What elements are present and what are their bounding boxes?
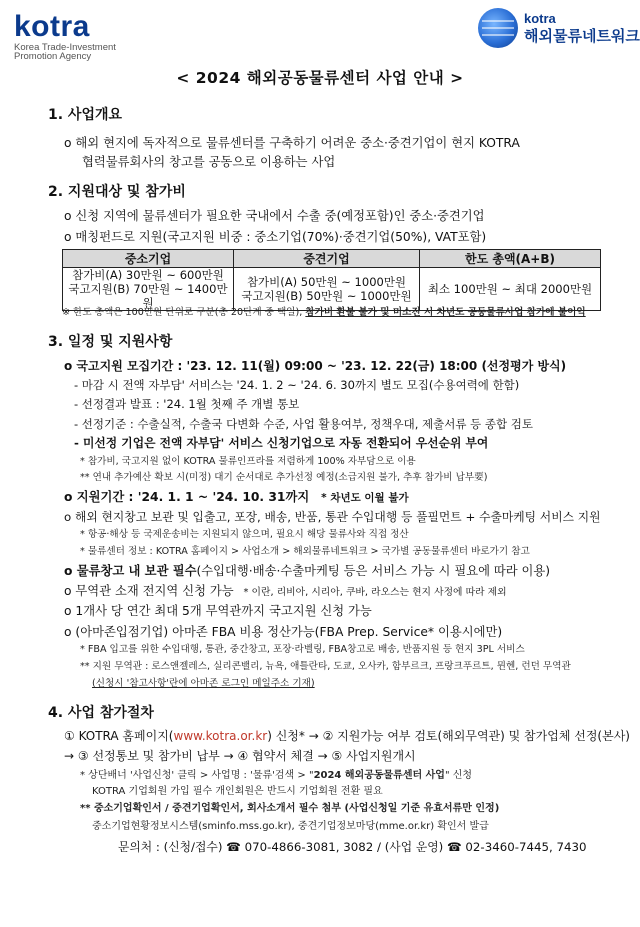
sec3-line-13 (64, 583, 507, 601)
sec3-line-4: - 선정기준 : 수출실적, 수출국 다변화 수준, 사업 활용여부, 정책우대, 제출서류 등 종합 검토 (74, 417, 533, 431)
sec4-line-2: → ③ 선정통보 및 참가비 납부 → ④ 협약서 체결 → ⑤ 사업지원개시 (64, 749, 416, 763)
sec4-line-1 (64, 728, 630, 744)
sec2-line-2: o 매칭펀드로 지원(국고지원 비중 : 중소기업(70%)·중견기업(50%), VAT포함) (64, 230, 487, 244)
sec1-line-1: o 해외 현지에 독자적으로 물류센터를 구축하기 어려운 중소·중견기업이 현지 KOTRA (64, 136, 520, 150)
fee-cell-midsize (234, 268, 420, 311)
sec3-line-8 (64, 489, 409, 506)
kotra-logo-sub-1: Korea Trade-Investment (14, 42, 116, 53)
fee-table-header: 중견기업 (234, 250, 420, 268)
sec4-line-5: ** 중소기업확인서 / 중견기업확인서, 회사소개서 필수 첨부 (사업신청일 기준 유효서류만 인정) (80, 803, 500, 814)
fee-table-header-row (63, 250, 601, 268)
sec3-line-12 (64, 563, 550, 579)
fee-cell-line: 국고지원(B) 50만원 ~ 1000만원 (241, 289, 412, 303)
fee-cell-sme (63, 268, 234, 311)
sec3-line-1: o 국고지원 모집기간 : '23. 12. 11(월) 09:00 ~ '23. 12. 22(금) 18:00 (선정평가 방식) (64, 359, 567, 373)
sec3-line-10: * 항공·해상 등 국제운송비는 지원되지 않으며, 필요시 해당 물류사와 직접 정산 (80, 529, 409, 540)
logistics-network-logo (478, 8, 640, 50)
excluded-countries: * 이란, 리비아, 시리아, 쿠바, 라오스는 현지 사정에 따라 제외 (243, 587, 507, 598)
sec3-line-7: ** 연내 추가예산 확보 시(미정) 대기 순서대로 추가선정 예정(소급지원 불가, 추후 참가비 납부要) (80, 472, 488, 483)
sec3-line-16: * FBA 입고를 위한 수입대행, 통관, 중간창고, 포장·라벨링, FBA창고로 배송, 반품지원 등 현지 3PL 서비스 (80, 644, 525, 655)
logistics-logo-top: kotra (524, 11, 556, 26)
sec3-line-3: - 선정결과 발표 : '24. 1월 첫째 주 개별 통보 (74, 397, 300, 411)
kotra-logo (14, 10, 116, 62)
fee-cell-line: 참가비(A) 30만원 ~ 600만원 (72, 268, 224, 282)
sec2-line-1: o 신청 지역에 물류센터가 필요한 국내에서 수출 중(예정포함)인 중소·중견기업 (64, 209, 485, 223)
contact-line: 문의처 : (신청/접수) ☎ 070-4866-3081, 3082 / (사업 운영) ☎ 02-3460-7445, 7430 (118, 840, 587, 854)
sec3-line-11: * 물류센터 정보 : KOTRA 홈페이지 > 사업소개 > 해외물류네트워크 > 국가별 공동물류센터 바로가기 참고 (80, 546, 530, 557)
fee-cell-line: 참가비(A) 50만원 ~ 1000만원 (246, 275, 407, 289)
sec3-line-17: ** 지원 무역관 : 로스앤젤레스, 실리콘밸리, 뉴욕, 애틀란타, 도쿄, 오사카, 함부르크, 프랑크푸르트, 뮌헨, 런던 무역관 (80, 661, 571, 672)
sec1-line-2: 협력물류회사의 창고를 공동으로 이용하는 사업 (82, 155, 336, 169)
support-period: o 지원기간 : '24. 1. 1 ~ '24. 10. 31까지 (64, 490, 310, 504)
sec3-line-15: o (아마존입점기업) 아마존 FBA 비용 정산가능(FBA Prep. Service* 이용시에만) (64, 625, 503, 639)
section-1-heading: 1. 사업개요 (48, 107, 123, 123)
storage-required-detail: (수입대행·배송·수출마케팅 등은 서비스 가능 시 필요에 따라 이용) (196, 564, 551, 578)
program-name: 2024 해외공동물류센터 사업 (313, 770, 445, 781)
sec3-line-2: - 마감 시 전액 자부담' 서비스는 '24. 1. 2 ~ '24. 6. 30까지 별도 모집(수용여력에 한함) (74, 378, 520, 392)
sec3-line-6: * 참가비, 국고지원 없이 KOTRA 물류인프라를 저렴하게 100% 자부담으로 이용 (80, 456, 416, 467)
fee-cell-line: 국고지원(B) 70만원 ~ 1400만원 (68, 282, 228, 310)
fee-table-header: 중소기업 (63, 250, 234, 268)
kotra-logo-sub-2: Promotion Agency (14, 51, 92, 62)
kotra-website-link[interactable]: www.kotra.or.kr (173, 729, 268, 743)
logistics-logo-bottom: 해외물류네트워크 (524, 27, 640, 45)
sec4-line-3 (80, 769, 472, 782)
apply-suffix: " 신청 (444, 770, 473, 781)
all-regions: o 무역관 소재 전지역 신청 가능 (64, 584, 234, 598)
sec3-line-14: o 1개사 당 연간 최대 5개 무역관까지 국고지원 신청 가능 (64, 604, 372, 618)
step-1-text: ① KOTRA 홈페이지( (64, 729, 174, 743)
sec3-line-18: (신청시 '참고사항'란에 아마존 로그인 메일주소 기재) (92, 678, 315, 689)
banner-instruction: * 상단배너 '사업신청' 클릭 > 사업명 : '물류'검색 > " (80, 770, 314, 781)
sec3-line-5: - 미선정 기업은 전액 자부담' 서비스 신청기업으로 자동 전환되어 우선순위 부여 (74, 436, 489, 450)
step-1-2-text: ) 신청* → ② 지원가능 여부 검토(해외무역관) 및 참가업체 선정(본사) (267, 729, 630, 743)
sec2-note (62, 306, 586, 319)
sec2-note-bold: 참가비 환불 불가 및 미소진 시 차년도 공동물류사업 참가에 불이익 (305, 307, 586, 318)
support-period-note: * 차년도 이월 불가 (321, 492, 409, 504)
fee-table-row (63, 268, 601, 311)
sec2-note-plain: ※ 한도 총액은 100만원 단위로 구분(총 20단계 중 택일), (62, 307, 303, 318)
fee-table-header: 한도 총액(A+B) (420, 250, 601, 268)
fee-cell-limit: 최소 100만원 ~ 최대 2000만원 (420, 268, 601, 311)
fee-table (62, 249, 601, 311)
section-3-heading: 3. 일정 및 지원사항 (48, 334, 173, 350)
page-title: < 2024 해외공동물류센터 사업 안내 > (176, 69, 464, 87)
storage-required: o 물류창고 내 보관 필수 (64, 564, 197, 578)
globe-icon (478, 8, 518, 48)
section-4-heading: 4. 사업 참가절차 (48, 705, 154, 721)
section-2-heading: 2. 지원대상 및 참가비 (48, 184, 186, 200)
sec4-line-4: KOTRA 기업회원 가입 필수 개인회원은 반드시 기업회원 전환 필요 (92, 786, 383, 797)
sec4-line-6: 중소기업현황정보시스템(sminfo.mss.go.kr), 중견기업정보마당(mme.or.kr) 확인서 발급 (92, 821, 489, 832)
kotra-logo-word: kotra (14, 10, 90, 43)
sec3-line-9: o 해외 현지창고 보관 및 입출고, 포장, 배송, 반품, 통관 수입대행 등 풀필먼트 + 수출마케팅 서비스 지원 (64, 510, 601, 524)
